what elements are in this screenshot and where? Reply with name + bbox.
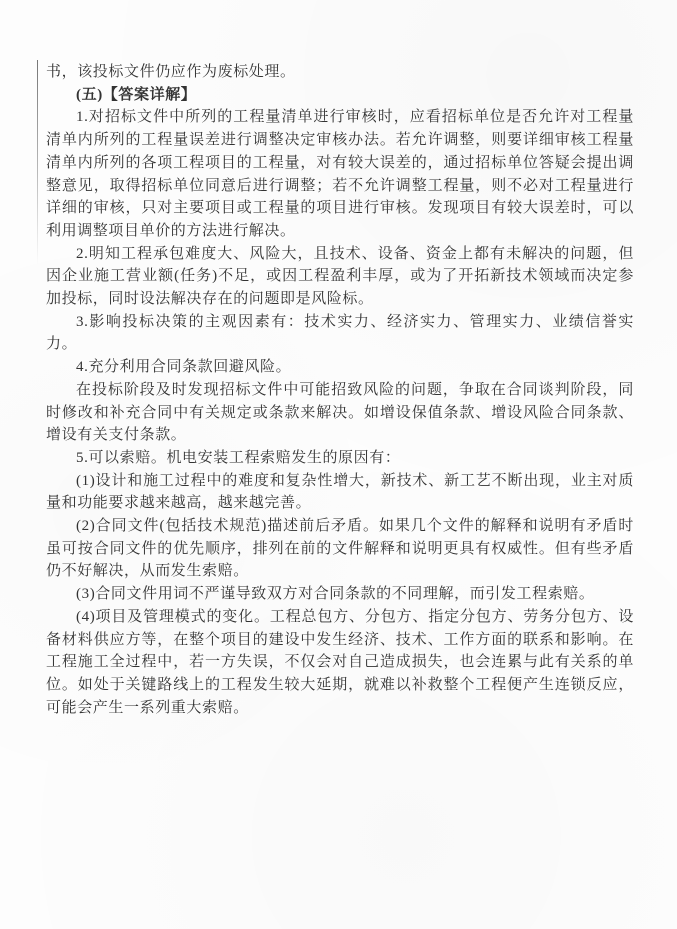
- document-text-block: [46, 61, 634, 719]
- paragraph-continuation: 书，该投标文件仍应作为废标处理。: [46, 64, 296, 80]
- paragraph-item-5: 5.可以索赔。机电安装工程索赔发生的原因有：: [76, 449, 401, 466]
- paragraph-item-3: 3.影响投标决策的主观因素有：技术实力、经济实力、管理实力、业绩信誉实力。: [46, 313, 634, 353]
- paragraph-item-2: 2.明知工程承包难度大、风险大，且技术、设备、资金上都有未解决的问题，但因企业施工营业额(任务)不足，或因工程盈利丰厚，或为了开拓新技术领域而决定参加投标，同时设法解决存在的问题即是风险标。: [46, 245, 634, 308]
- paragraph-item-1: 1.对招标文件中所列的工程量清单进行审核时，应看招标单位是否允许对工程量清单内所列的工程量误差进行调整决定审核办法。若允许调整，则要详细审核工程量清单内所列的各项工程项目的工程量，对有较大误差的，通过招标单位答疑会提出调整意见，取得招标单位同意后进行调整；若不允许调整工程量，则不必对工程量进行详细的审核，只对主要项目或工程量的项目进行审核。发现项目有较大误差时，可以利用调整项目单价的方法进行解决。: [46, 109, 634, 239]
- scan-edge-artifact-line: [37, 60, 38, 265]
- section-heading-answer-explanation: (五)【答案详解】: [76, 86, 197, 103]
- paragraph-item-4: 4.充分利用合同条款回避风险。: [76, 359, 292, 376]
- paragraph-cause-2: (2)合同文件(包括技术规范)描述前后矛盾。如果几个文件的解释和说明有矛盾时虽可按合同文件的优先顺序，排列在前的文件解释和说明更具有权威性。但有些矛盾仍不好解决，从而发生索赔。: [46, 518, 634, 580]
- paragraph-cause-4: (4)项目及管理模式的变化。工程总包方、分包方、指定分包方、劳务分包方、设备材料供应方等，在整个项目的建设中发生经济、技术、工作方面的联系和影响。在工程施工全过程中，若一方失误，不仅会对自己造成损失，也会连累与此有关系的单位。如处于关键路线上的工程发生较大延期，就难以补救整个工程便产生连锁反应，可能会产生一系列重大索赔。: [46, 608, 634, 716]
- paragraph-cause-1: (1)设计和施工过程中的难度和复杂性增大，新技术、新工艺不断出现，业主对质量和功能要求越来越高，越来越完善。: [46, 472, 634, 512]
- paragraph-item-4-detail: 在投标阶段及时发现招标文件中可能招致风险的问题，争取在合同谈判阶段，同时修改和补充合同中有关规定或条款来解决。如增设保值条款、增设风险合同条款、增设有关支付条款。: [46, 381, 634, 444]
- paragraph-cause-3: (3)合同文件用词不严谨导致双方对合同条款的不同理解，而引发工程索赔。: [76, 586, 595, 603]
